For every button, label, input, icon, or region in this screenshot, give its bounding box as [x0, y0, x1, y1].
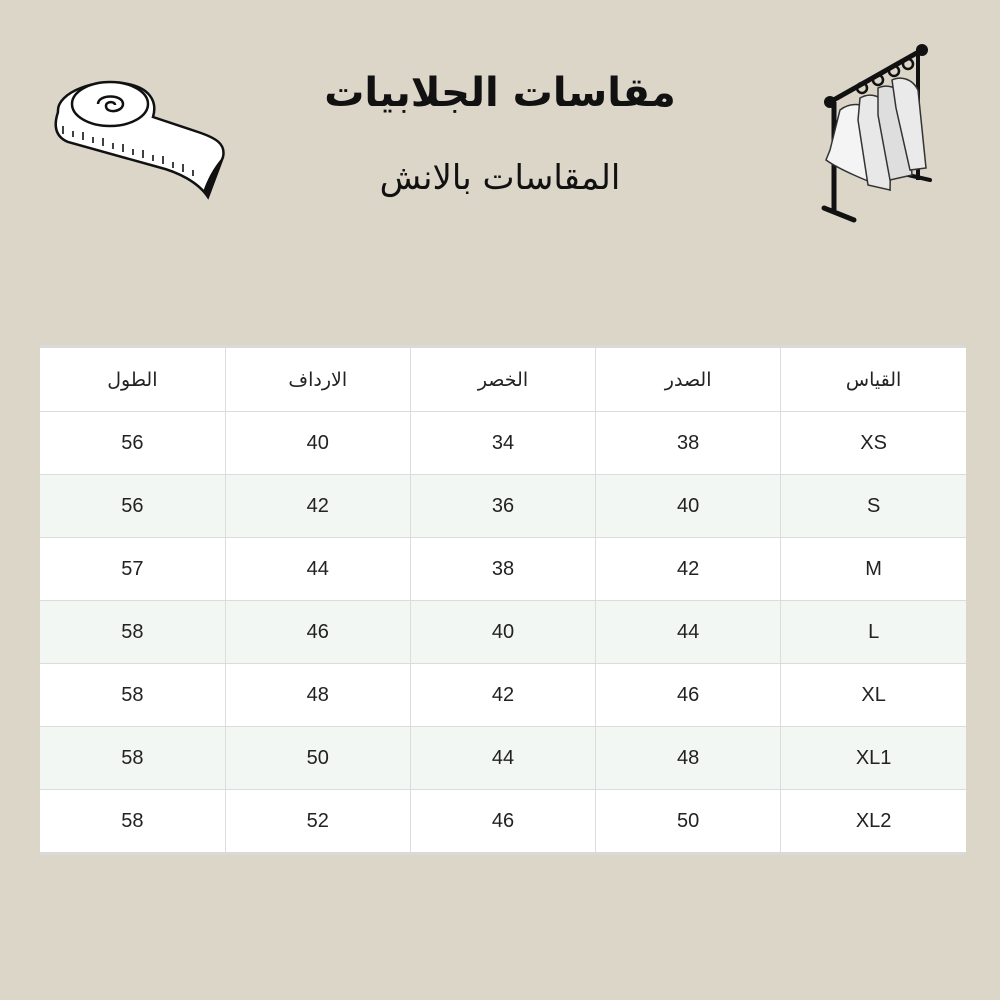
table-row	[40, 412, 966, 475]
page-title: مقاسات الجلابيات	[324, 70, 676, 116]
table-row	[40, 538, 966, 601]
table-cell: 44	[410, 727, 595, 790]
table-cell: 46	[225, 601, 410, 664]
table-cell: S	[781, 475, 966, 538]
table-row	[40, 601, 966, 664]
table-cell: 48	[225, 664, 410, 727]
table-cell: 58	[40, 601, 225, 664]
table-cell: 58	[40, 727, 225, 790]
table-cell: 42	[410, 664, 595, 727]
column-header-length: الطول	[40, 348, 225, 412]
table-header-row	[40, 348, 966, 412]
table-cell: 42	[596, 538, 781, 601]
column-header-size: القياس	[781, 348, 966, 412]
table-cell: 50	[225, 727, 410, 790]
table-cell: M	[781, 538, 966, 601]
table-cell: 56	[40, 475, 225, 538]
table-cell: XS	[781, 412, 966, 475]
table-cell: 58	[40, 664, 225, 727]
table-cell: 57	[40, 538, 225, 601]
size-table	[40, 345, 966, 855]
table-cell: 40	[596, 475, 781, 538]
page-subtitle: المقاسات بالانش	[379, 158, 621, 198]
table-cell: 58	[40, 790, 225, 853]
table-cell: 44	[225, 538, 410, 601]
table-cell: 44	[596, 601, 781, 664]
table-cell: L	[781, 601, 966, 664]
table-row	[40, 727, 966, 790]
table-cell: XL1	[781, 727, 966, 790]
table-cell: 46	[410, 790, 595, 853]
table-cell: 50	[596, 790, 781, 853]
table-cell: 40	[410, 601, 595, 664]
clothing-rack-icon	[820, 40, 940, 230]
table-cell: 46	[596, 664, 781, 727]
table-cell: XL2	[781, 790, 966, 853]
table-cell: 56	[40, 412, 225, 475]
table-cell: XL	[781, 664, 966, 727]
column-header-chest: الصدر	[596, 348, 781, 412]
table-cell: 48	[596, 727, 781, 790]
column-header-waist: الخصر	[410, 348, 595, 412]
table-cell: 42	[225, 475, 410, 538]
column-header-hips: الارداف	[225, 348, 410, 412]
table-cell: 34	[410, 412, 595, 475]
table-row	[40, 664, 966, 727]
table-cell: 52	[225, 790, 410, 853]
table-cell: 38	[596, 412, 781, 475]
table-cell: 40	[225, 412, 410, 475]
table-cell: 38	[410, 538, 595, 601]
table-row	[40, 790, 966, 853]
table-row	[40, 475, 966, 538]
table-cell: 36	[410, 475, 595, 538]
